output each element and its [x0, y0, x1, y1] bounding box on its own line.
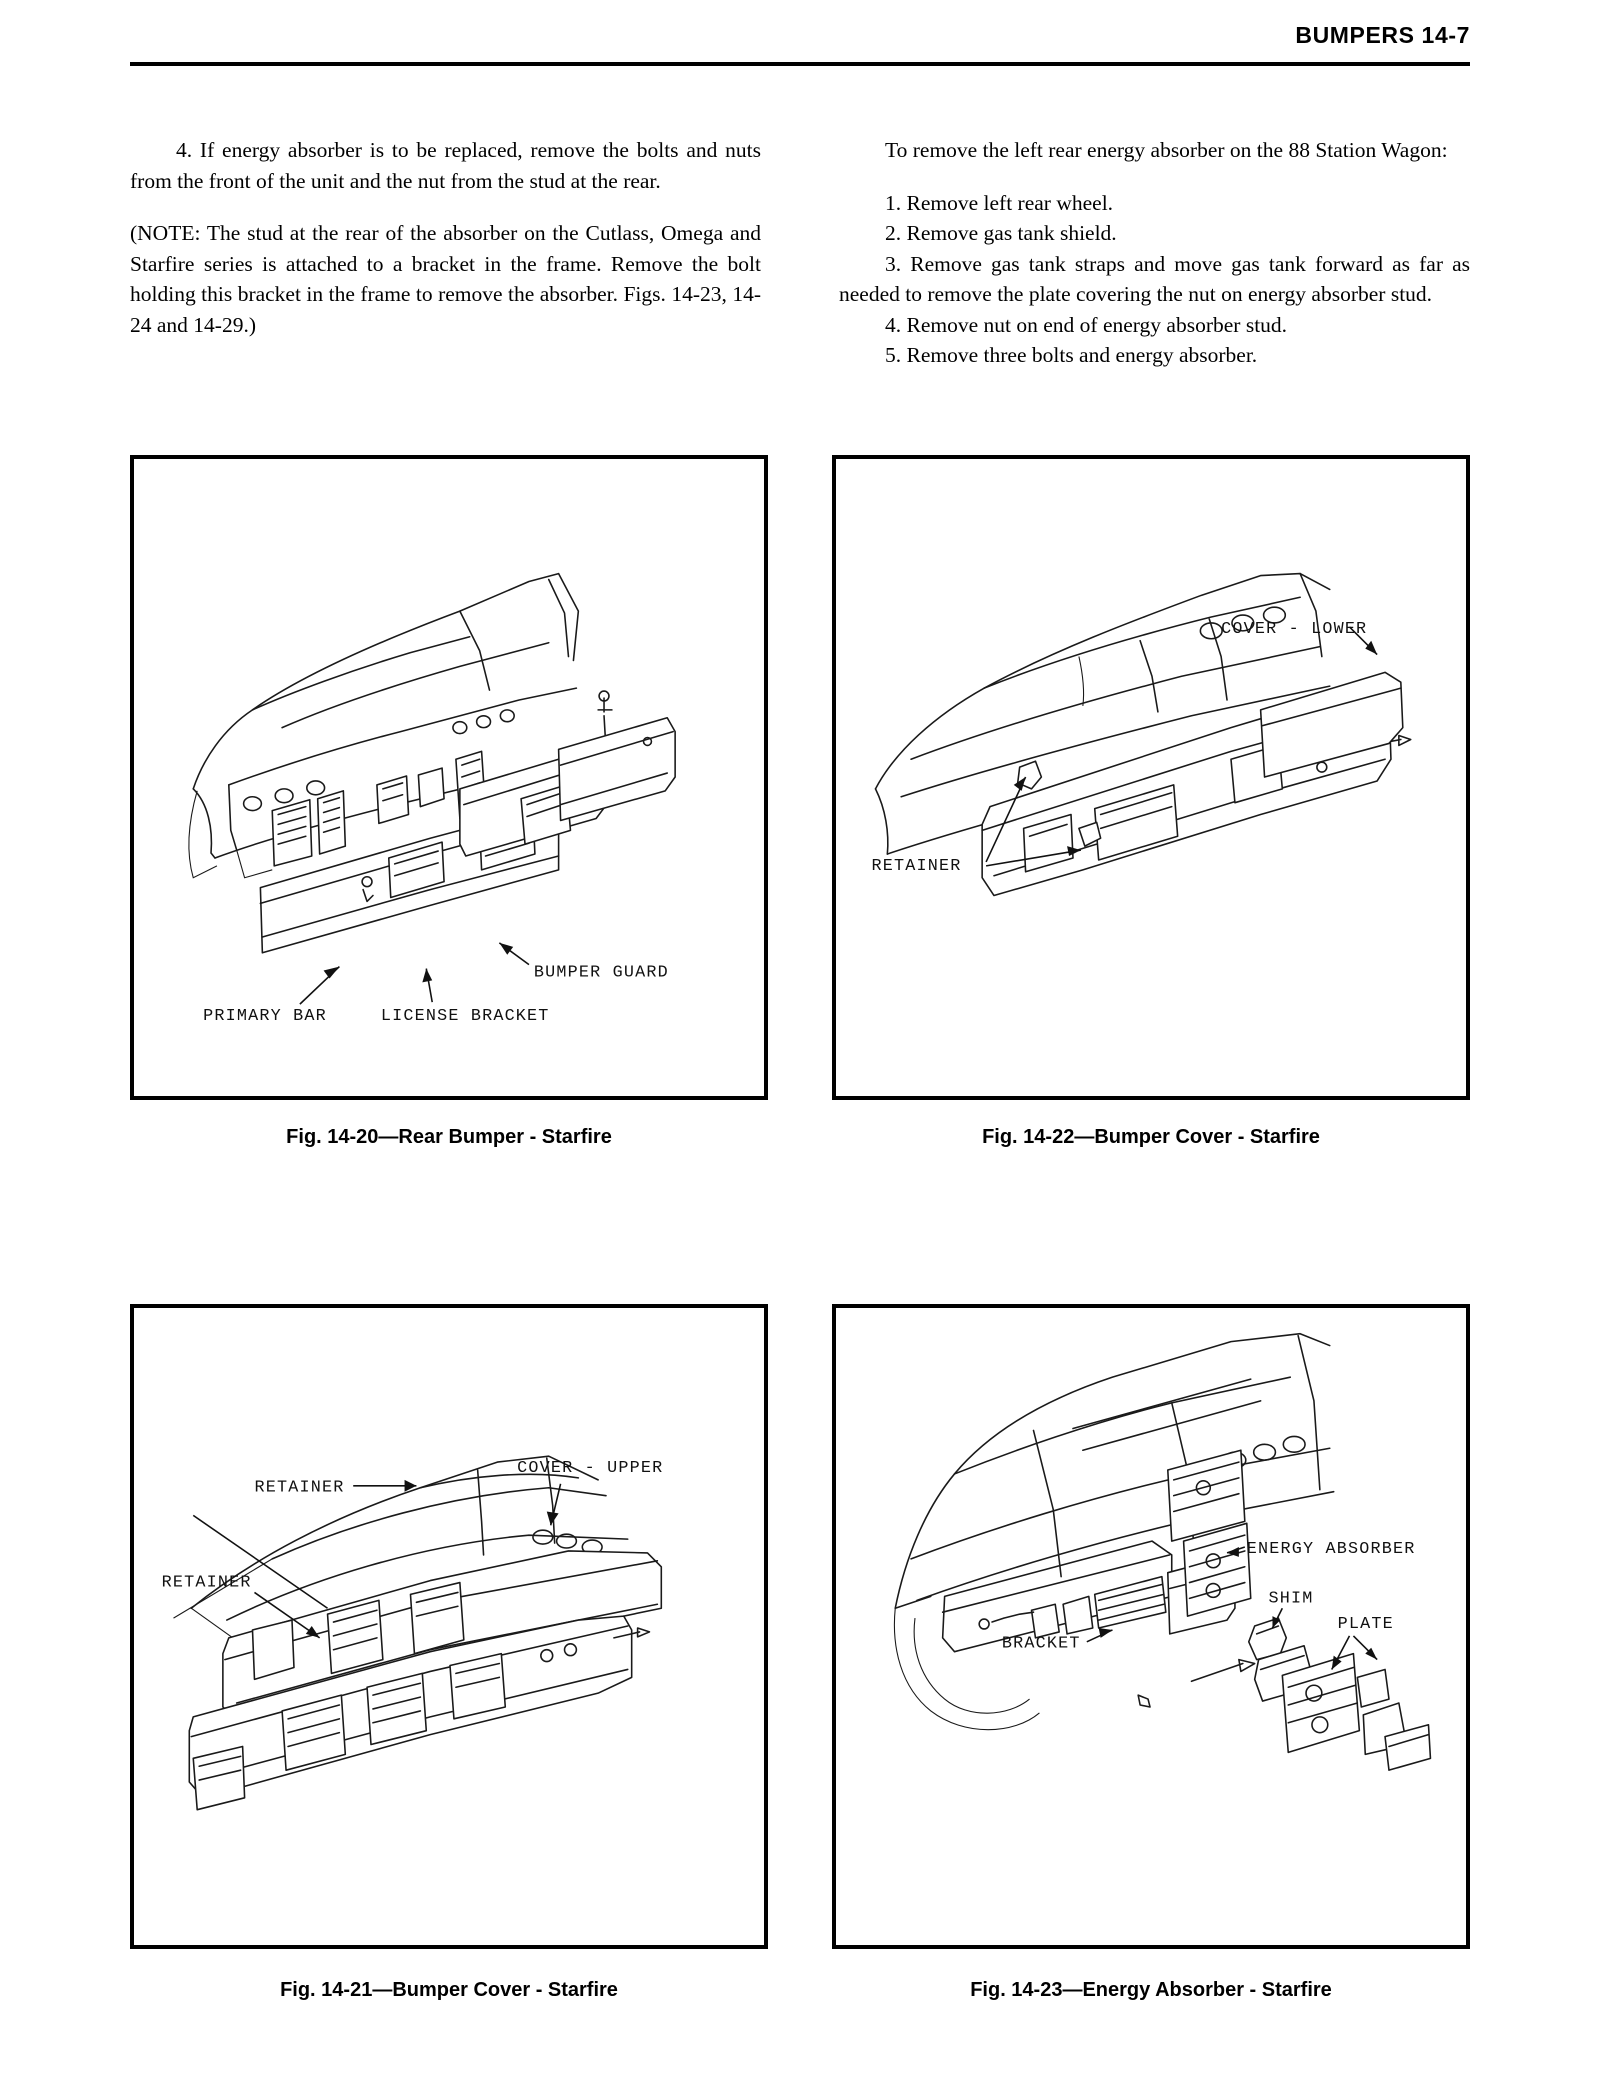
energy-absorber-drawing	[979, 1450, 1251, 1638]
figure-caption: Fig. 14-20—Rear Bumper - Starfire	[286, 1126, 612, 1148]
procedure-steps	[839, 188, 1470, 371]
figure-14-23	[832, 1304, 1470, 2002]
callout-retainer-upper	[254, 1479, 416, 1498]
figure-row-top	[130, 455, 1470, 1149]
callout-label: PRIMARY BAR	[203, 1006, 327, 1026]
callout-cover-upper	[517, 1459, 663, 1525]
paragraph-note: (NOTE: The stud at the rear of the absorber on the Cutlass, Omega and Starfire series is attached to a bracket in the frame. Remove the bolt holding this bracket in the frame to remove the absorber. Figs. 14-23, 14-24 and 14-29.)	[130, 221, 761, 337]
callout-label: BRACKET	[1001, 1634, 1081, 1654]
list-item: 4. Remove nut on end of energy absorber stud.	[885, 312, 1288, 337]
page-title: BUMPERS 14-7	[1295, 22, 1470, 48]
page-header	[130, 22, 1470, 68]
callout-label: LICENSE BRACKET	[380, 1006, 550, 1026]
callout-cover-lower	[1221, 620, 1377, 655]
header-divider	[130, 62, 1470, 66]
callout-label: RETAINER	[161, 1573, 252, 1593]
rear-bar-drawing	[559, 718, 676, 821]
figure-14-23-image	[832, 1304, 1470, 1949]
list-item: 5. Remove three bolts and energy absorber.	[885, 343, 1258, 367]
figure-row-bottom	[130, 1304, 1470, 2002]
callout-shim	[1269, 1589, 1314, 1628]
callout-license-bracket	[381, 969, 550, 1026]
figure-14-20	[130, 455, 768, 1149]
body-columns	[130, 135, 1470, 371]
list-item: 1. Remove left rear wheel.	[885, 190, 1114, 215]
figure-caption: Fig. 14-23—Energy Absorber - Starfire	[970, 1979, 1332, 2001]
paragraph: 4. If energy absorber is to be replaced, remove the bolts and nuts from the front of the unit and the nut from the stud at the rear.	[130, 138, 761, 193]
figure-14-22	[832, 455, 1470, 1149]
callout-label: SHIM	[1268, 1589, 1314, 1609]
callout-label: ENERGY ABSORBER	[1246, 1539, 1416, 1559]
paragraph-intro: To remove the left rear energy absorber on the 88 Station Wagon:	[885, 138, 1448, 162]
callout-energy-absorber	[1227, 1540, 1415, 1559]
figures-area	[130, 455, 1470, 2002]
figure-caption: Fig. 14-22—Bumper Cover - Starfire	[982, 1126, 1320, 1148]
figure-caption: Fig. 14-21—Bumper Cover - Starfire	[280, 1979, 618, 2001]
shim-plate-drawing	[1138, 1618, 1430, 1770]
callout-label: RETAINER	[871, 856, 962, 876]
callout-plate	[1332, 1615, 1394, 1669]
callout-label: BUMPER GUARD	[533, 963, 669, 983]
left-column	[130, 135, 761, 371]
figure-14-21-image	[130, 1304, 768, 1949]
callout-label: RETAINER	[254, 1478, 345, 1498]
figure-14-20-image	[130, 455, 768, 1100]
right-column	[839, 135, 1470, 371]
figure-14-22-image	[832, 455, 1470, 1100]
callout-label: PLATE	[1337, 1614, 1394, 1634]
callout-bumper-guard	[499, 943, 669, 983]
list-item: 2. Remove gas tank shield.	[885, 221, 1117, 245]
callout-label: COVER - UPPER	[517, 1458, 664, 1478]
callout-primary-bar	[203, 967, 339, 1026]
list-item: 3. Remove gas tank straps and move gas tank forward as far as needed to remove the plate covering the nut on energy absorber stud.	[839, 251, 1470, 306]
callout-label: COVER - LOWER	[1221, 619, 1368, 639]
figure-14-21	[130, 1304, 768, 2002]
